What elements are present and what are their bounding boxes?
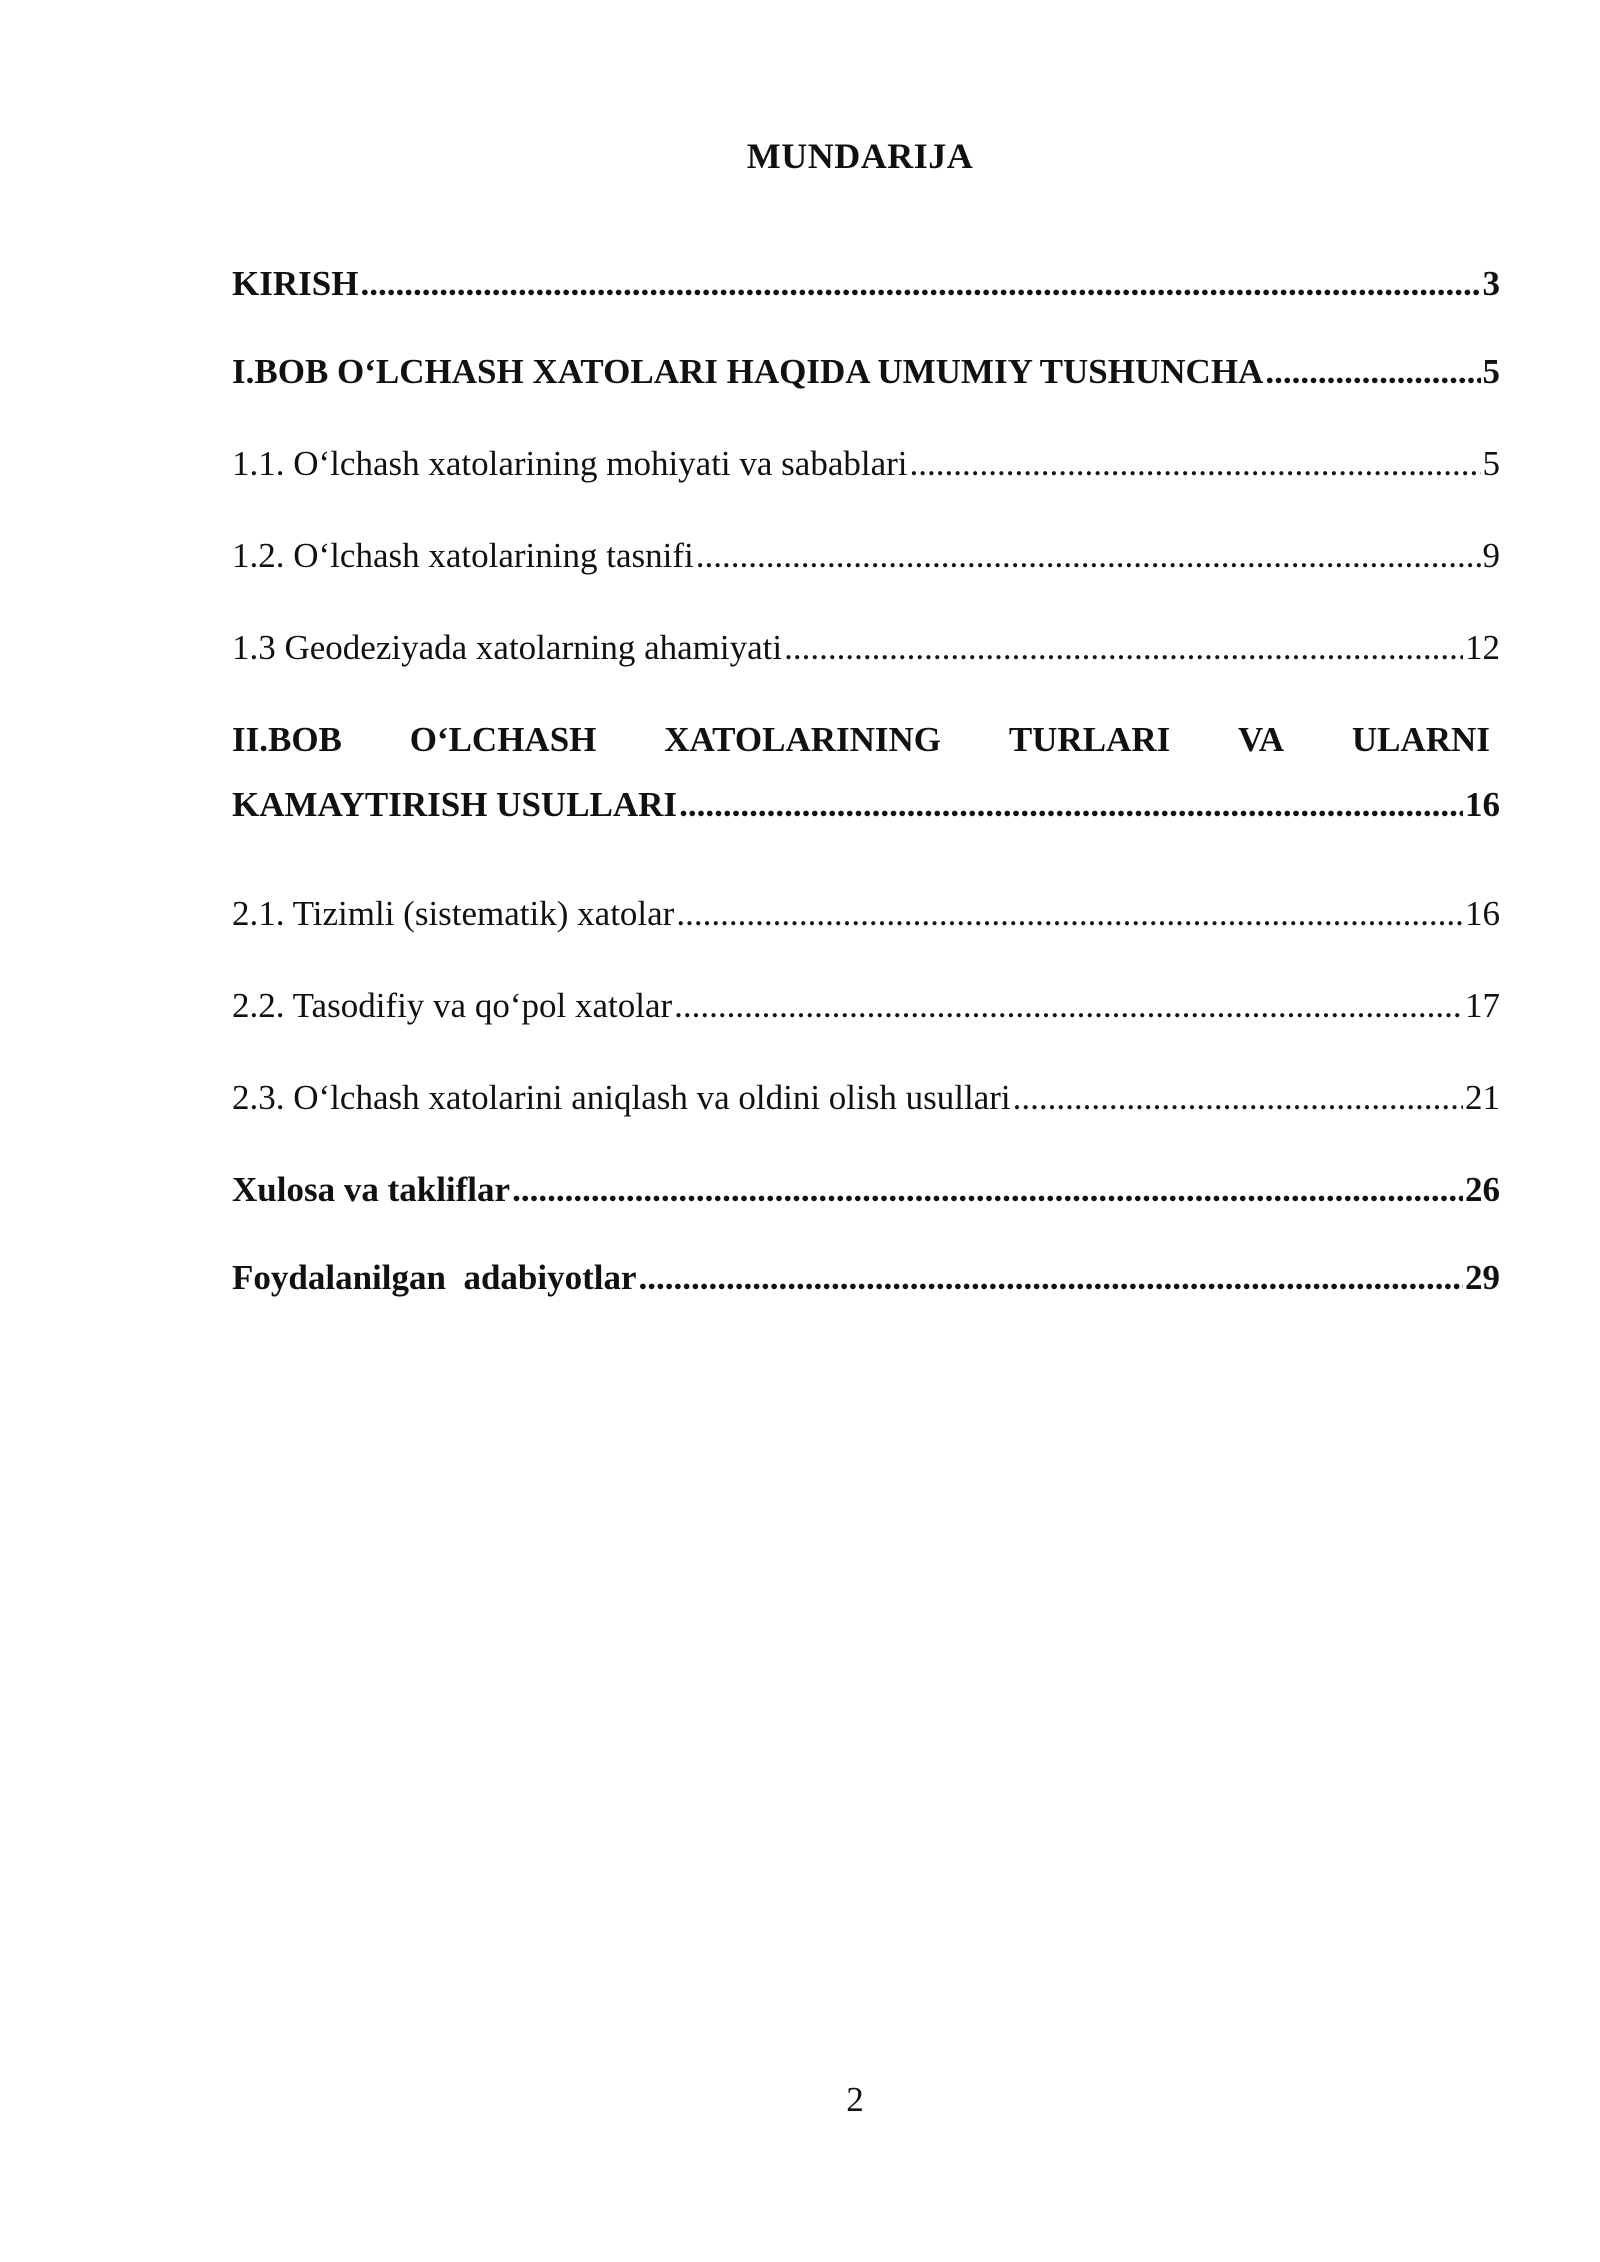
toc-entry-label: I.BOB O‘LCHASH XATOLARI HAQIDA UMUMIY TUSHUNCHA: [232, 352, 1264, 391]
toc-word: VA: [1238, 720, 1285, 759]
toc-entry-page: 29: [1465, 1258, 1500, 1297]
dot-leader: [910, 443, 1481, 485]
toc-entry-page: 21: [1465, 1078, 1500, 1117]
toc-entry-label: Xulosa va takliflar: [232, 1170, 511, 1209]
toc-entry-page: 9: [1482, 536, 1500, 575]
dot-leader: [360, 263, 1480, 305]
toc-entry-references[interactable]: [232, 1257, 1500, 1299]
toc-entry-label: 1.2. O‘lchash xatolarining tasnifi: [232, 536, 694, 575]
toc-entry-label: 1.1. O‘lchash xatolarining mohiyati va sabablari: [232, 444, 908, 483]
dot-leader: [512, 1169, 1463, 1211]
toc-entry-label: 2.2. Tasodifiy va qo‘pol xatolar: [232, 986, 673, 1025]
toc-word: O‘LCHASH: [409, 720, 597, 759]
dot-leader: [679, 784, 1463, 826]
toc-entry-chapter-2-line1[interactable]: [232, 719, 1490, 761]
dot-leader: [639, 1257, 1463, 1299]
toc-word: XATOLARINING: [664, 720, 942, 759]
dot-leader: [674, 985, 1463, 1027]
toc-entry-label: 2.3. O‘lchash xatolarini aniqlash va oldini olish usullari: [232, 1078, 1011, 1117]
toc-entry-label: 1.3 Geodeziyada xatolarning ahamiyati: [232, 628, 783, 667]
toc-entry-page: 5: [1482, 444, 1500, 483]
toc-entry-chapter-2-line2[interactable]: [232, 784, 1500, 826]
toc-entry-conclusion[interactable]: [232, 1169, 1500, 1211]
toc-entry-label: 2.1. Tizimli (sistematik) xatolar: [232, 894, 675, 933]
toc-entry-section-1-1[interactable]: [232, 443, 1500, 485]
toc-entry-page: 26: [1465, 1170, 1500, 1209]
dot-leader: [676, 893, 1463, 935]
toc-word: TURLARI: [1008, 720, 1171, 759]
toc-entry-label: Foydalanilgan adabiyotlar: [232, 1258, 637, 1297]
dot-leader: [1265, 351, 1480, 393]
toc-entry-kirish[interactable]: [232, 263, 1500, 305]
dot-leader: [696, 535, 1481, 577]
dot-leader: [784, 627, 1463, 669]
toc-entry-page: 12: [1465, 628, 1500, 667]
toc-entry-page: 16: [1465, 894, 1500, 933]
page-number: 2: [846, 2080, 864, 2119]
toc-entry-label: KAMAYTIRISH USULLARI: [232, 785, 678, 824]
page-title: MUNDARIJA: [746, 136, 974, 176]
toc-word: ULARNI: [1351, 720, 1490, 759]
toc-entry-section-1-2[interactable]: [232, 535, 1500, 577]
toc-entry-section-2-3[interactable]: [232, 1077, 1500, 1119]
toc-entry-page: 17: [1465, 986, 1500, 1025]
toc-entry-section-1-3[interactable]: [232, 627, 1500, 669]
dot-leader: [1013, 1077, 1463, 1119]
toc-entry-label: KIRISH: [232, 264, 359, 303]
toc-entry-page: 5: [1482, 352, 1500, 391]
toc-entry-page: 3: [1482, 264, 1500, 303]
toc-entry-section-2-1[interactable]: [232, 893, 1500, 935]
toc-word: II.BOB: [232, 720, 342, 759]
toc-entry-page: 16: [1465, 785, 1500, 824]
toc-entry-chapter-1[interactable]: [232, 351, 1500, 393]
toc-entry-section-2-2[interactable]: [232, 985, 1500, 1027]
